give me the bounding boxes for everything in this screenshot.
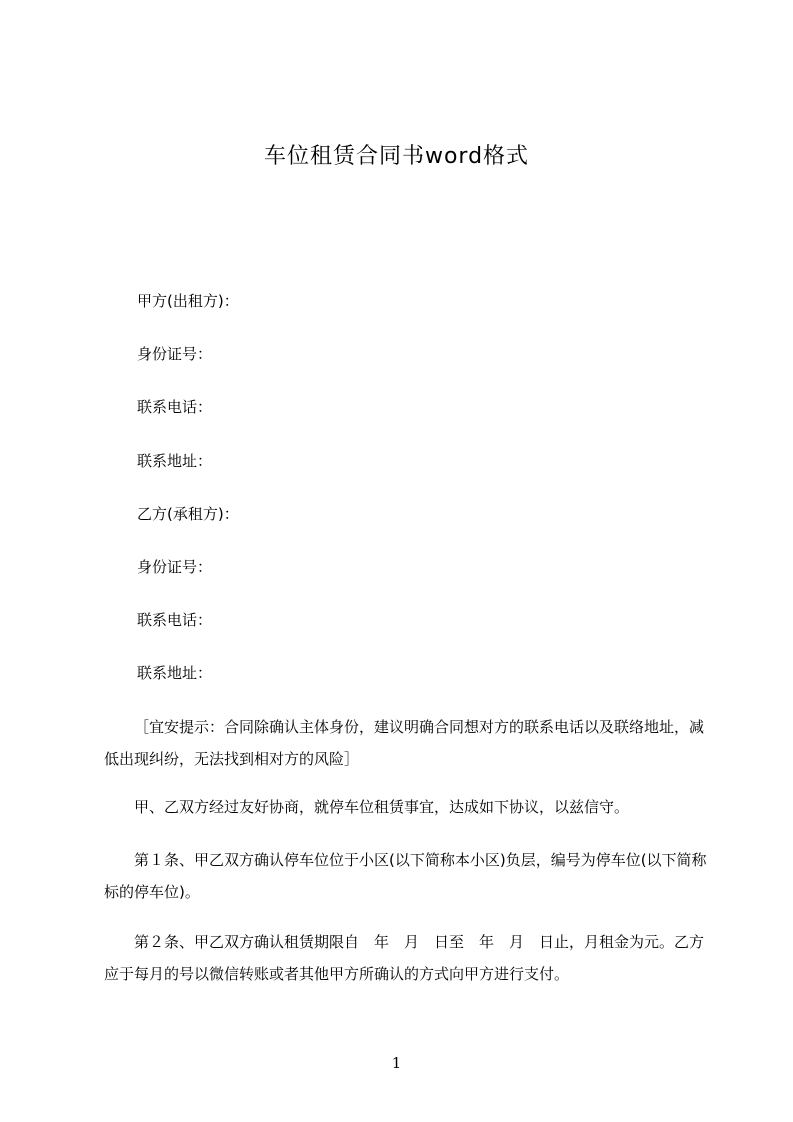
party-a-heading: 甲方(出租方)： (137, 292, 239, 310)
page-number: 1 (391, 1054, 402, 1072)
article-2-text: 第２条、甲乙双方确认租赁期限自 年 月 日至 年 月 日止，月租金为元。乙方应于每月的号以微信转账或者其他甲方所确认的方式向甲方进行支付。 (104, 933, 705, 983)
article-1-paragraph (104, 844, 714, 908)
intro-paragraph (104, 791, 714, 823)
tip-paragraph (104, 711, 714, 775)
party-b-address-label: 联系地址： (137, 664, 213, 682)
party-b-id-label: 身份证号： (137, 558, 213, 576)
tip-text: ［宜安提示：合同除确认主体身份，建议明确合同想对方的联系电话以及联络地址，减低出现纠纷，无法找到相对方的风险］ (104, 718, 705, 768)
party-a-address-label: 联系地址： (137, 452, 213, 470)
article-2-paragraph (104, 926, 714, 990)
party-a-phone-label: 联系电话： (137, 398, 213, 416)
party-b-heading: 乙方(承租方)： (137, 505, 239, 523)
party-a-id-label: 身份证号： (137, 345, 213, 363)
intro-text: 甲、乙双方经过友好协商，就停车位租赁事宜，达成如下协议，以兹信守。 (134, 798, 630, 816)
party-b-phone-label: 联系电话： (137, 611, 213, 629)
document-title: 车位租赁合同书word格式 (263, 144, 530, 169)
article-1-text: 第１条、甲乙双方确认停车位位于小区(以下简称本小区)负层，编号为停车位(以下简称标的停车位)。 (104, 851, 707, 901)
